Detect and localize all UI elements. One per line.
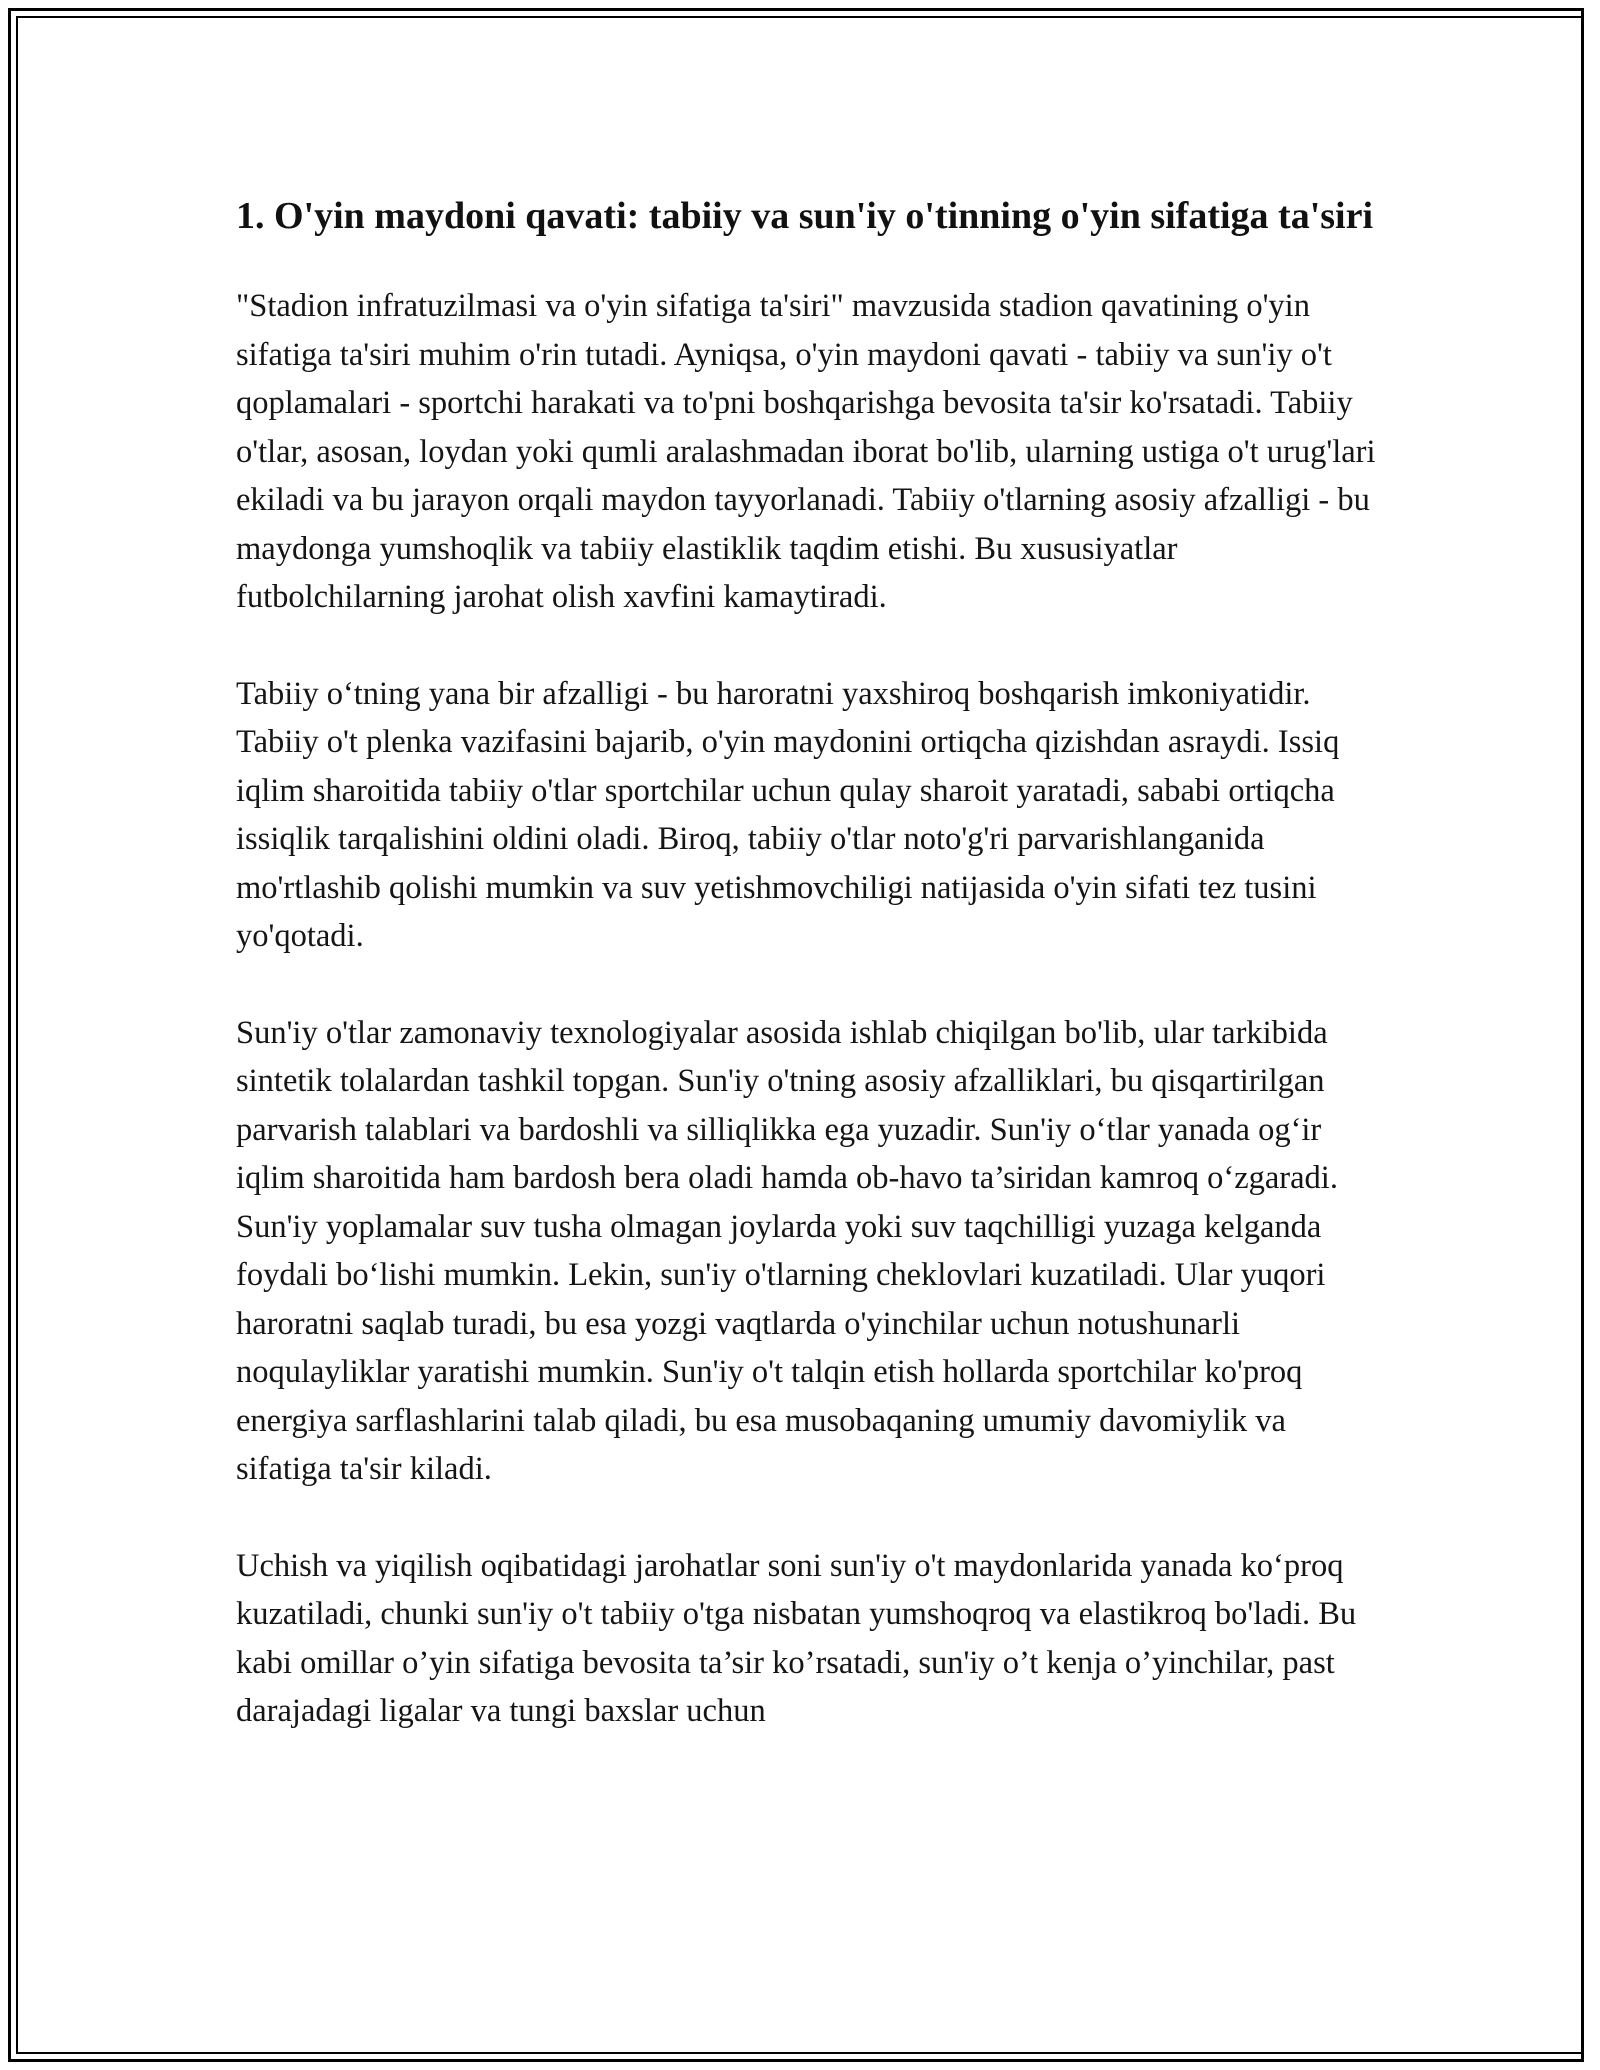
paragraph-2: Tabiiy o‘tning yana bir afzalligi - bu haroratni yaxshiroq boshqarish imkoniyatidir. Tabiiy o't plenka vazifasini bajarib, o'yin maydonini ortiqcha qizishdan asraydi. Issiq iqlim sharoitida tabiiy o'tlar sportchilar uchun qulay sharoit yaratadi, sababi ortiqcha issiqlik tarqalishini oldini oladi. Biroq, tabiiy o'tlar noto'g'ri parvarishlanganida mo'rtlashib qolishi mumkin va suv yetishmovchiligi natijasida o'yin sifati tez tusini yo'qotadi. (236, 675, 1340, 954)
paragraph-4: Uchish va yiqilish oqibatidagi jarohatlar soni sun'iy o't maydonlarida yanada ko‘proq kuzatiladi, chunki sun'iy o't tabiiy o'tga nisbatan yumshoqroq va elastikroq bo'ladi. Bu kabi omillar o’yin sifatiga bevosita ta’sir ko’rsatadi, sun'iy o’t kenja o’yinchilar, past darajadagi ligalar va tungi baxslar uchun (236, 1547, 1357, 1729)
document-body (236, 188, 1376, 1784)
paragraph-3: Sun'iy o'tlar zamonaviy texnologiyalar asosida ishlab chiqilgan bo'lib, ular tarkibida sintetik tolalardan tashkil topgan. Sun'iy o'tning asosiy afzalliklari, bu qisqartirilgan parvarish talablari va bardoshli va silliqlikka ega yuzadir. Sun'iy o‘tlar yanada og‘ir iqlim sharoitida ham bardosh bera oladi hamda ob-havo ta’siridan kamroq o‘zgaradi. Sun'iy yoplamalar suv tusha olmagan joylarda yoki suv taqchilligi yuzaga kelganda foydali bo‘lishi mumkin. Lekin, sun'iy o'tlarning cheklovlari kuzatiladi. Ular yuqori haroratni saqlab turadi, bu esa yozgi vaqtlarda o'yinchilar uchun notushunarli noqulayliklar yaratishi mumkin. Sun'iy o't talqin etish hollarda sportchilar ko'proq energiya sarflashlarini talab qiladi, bu esa musobaqaning umumiy davomiylik va sifatiga ta'sir kiladi. (236, 1014, 1338, 1487)
paragraph-1: "Stadion infratuzilmasi va o'yin sifatiga ta'siri" mavzusida stadion qavatining o'yin sifatiga ta'siri muhim o'rin tutadi. Ayniqsa, o'yin maydoni qavati - tabiiy va sun'iy o't qoplamalari - sportchi harakati va to'pni boshqarishga bevosita ta'sir ko'rsatadi. Tabiiy o'tlar, asosan, loydan yoki qumli aralashmadan iborat bo'lib, ularning ustiga o't urug'lari ekiladi va bu jarayon orqali maydon tayyorlanadi. Tabiiy o'tlarning asosiy afzalligi - bu maydonga yumshoqlik va tabiiy elastiklik taqdim etishi. Bu xususiyatlar futbolchilarning jarohat olish xavfini kamaytiradi. (236, 288, 1376, 615)
section-heading: 1. O'yin maydoni qavati: tabiiy va sun'iy o'tinning o'yin sifatiga ta'siri (236, 195, 1374, 237)
